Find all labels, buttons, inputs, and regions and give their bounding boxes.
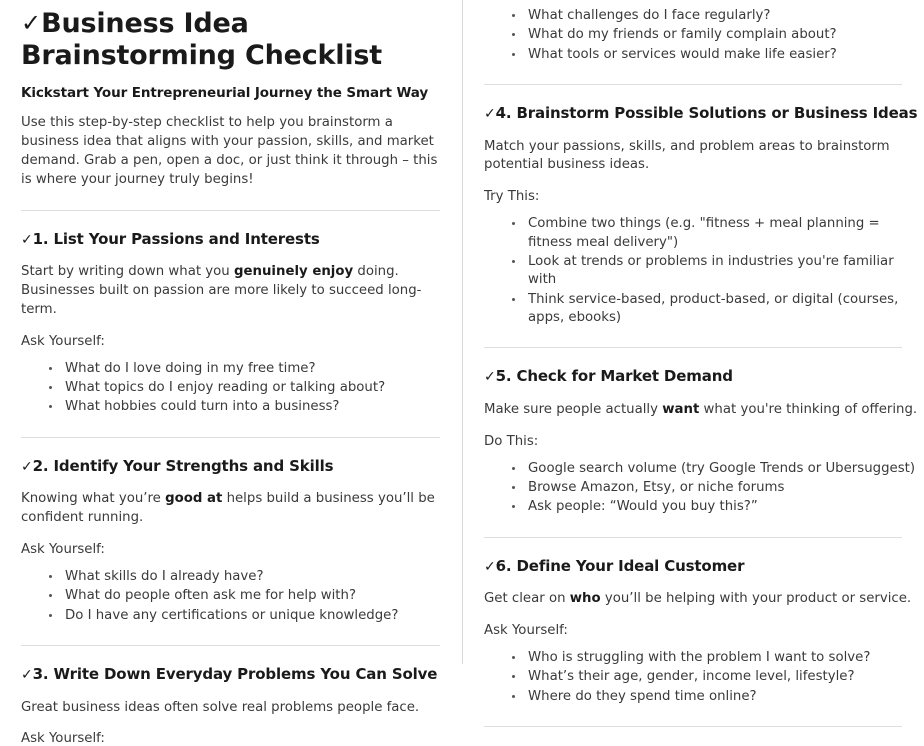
list-item: What do my friends or family complain about?: [512, 26, 924, 44]
list-item: What skills do I already have?: [49, 568, 440, 586]
section-heading-text: 2. Identify Your Strengths and Skills: [32, 456, 334, 475]
bullet-list: [484, 649, 924, 706]
section-separator: [21, 210, 440, 211]
checklist-section: [484, 104, 924, 348]
lead-emphasis: good at: [165, 491, 223, 507]
section-lead-text: [484, 138, 924, 176]
left-section-list: [21, 230, 440, 746]
prompt-label: Ask Yourself:: [21, 731, 105, 746]
list-item: Google search volume (try Google Trends or Ubersuggest): [512, 460, 924, 478]
section-heading: [21, 665, 440, 685]
section-heading: [484, 104, 924, 124]
list-item: Where do they spend time online?: [512, 688, 924, 706]
lead-prefix: Start by writing down what you: [21, 264, 234, 280]
lead-suffix: what you're thinking of offering.: [699, 401, 918, 417]
checklist-section: [21, 230, 440, 438]
section-separator: [484, 726, 902, 727]
check-icon: ✓: [484, 558, 496, 575]
checklist-section: [21, 665, 440, 746]
section-heading-text: 6. Define Your Ideal Customer: [495, 556, 745, 575]
list-item: Ask people: “Would you buy this?”: [512, 498, 924, 516]
lead-prefix: Get clear on: [484, 591, 570, 607]
check-icon: ✓: [484, 369, 496, 386]
list-item: Browse Amazon, Etsy, or niche forums: [512, 479, 924, 497]
section-lead-text: [484, 590, 924, 609]
prompt-label: Do This:: [484, 433, 539, 449]
bullet-list: [21, 360, 440, 417]
list-item: What do I love doing in my free time?: [49, 360, 440, 378]
check-icon: ✓: [21, 231, 33, 248]
checklist-section: [21, 457, 440, 646]
list-item: Think service-based, product-based, or digital (courses, apps, ebooks): [512, 291, 924, 328]
lead-suffix: helps build a business you’ll be confident running.: [21, 491, 435, 526]
section-separator: [484, 537, 902, 538]
check-icon: ✓: [21, 667, 33, 684]
check-icon: ✓: [484, 106, 496, 123]
bullet-list: [21, 568, 440, 625]
checklist-section: [484, 367, 924, 537]
list-item: What tools or services would make life easier?: [512, 46, 924, 64]
bullet-list: [484, 215, 924, 327]
check-icon: ✓: [21, 9, 42, 37]
list-item: What topics do I enjoy reading or talking about?: [49, 379, 440, 397]
section-lead-text: [484, 401, 924, 420]
page-title-text: Business Idea Brainstorming Checklist: [21, 8, 382, 71]
section-separator: [484, 347, 902, 348]
section-lead-text: [21, 490, 440, 528]
right-column: [462, 0, 924, 704]
page-title: [21, 8, 440, 71]
section-heading-text: 5. Check for Market Demand: [495, 367, 733, 386]
lead-prefix: Make sure people actually: [484, 401, 663, 417]
section-lead-text: [21, 699, 440, 718]
lead-emphasis: who: [569, 591, 601, 607]
section-separator: [484, 84, 902, 85]
check-icon: ✓: [21, 458, 33, 475]
section-heading: [484, 367, 924, 387]
prompt-label: Try This:: [484, 189, 540, 205]
list-item: Combine two things (e.g. "fitness + meal planning = fitness meal delivery"): [512, 215, 924, 252]
section-heading-text: 1. List Your Passions and Interests: [32, 229, 320, 248]
lead-suffix: doing. Businesses built on passion are more likely to succeed long-term.: [21, 264, 422, 317]
document-subtitle: Kickstart Your Entrepreneurial Journey the Smart Way: [21, 85, 429, 102]
section-heading: [21, 230, 440, 250]
list-item: What’s their age, gender, income level, lifestyle?: [512, 668, 924, 686]
prompt-label: Ask Yourself:: [21, 333, 105, 349]
list-item: Look at trends or problems in industries you're familiar with: [512, 253, 924, 290]
document-intro: Use this step-by-step checklist to help you brainstorm a business idea that aligns with your passion, skills, and market demand. Grab a pen, open a doc, or just think it through – this is where your journey truly begins!: [21, 115, 438, 187]
section-heading: [484, 557, 924, 577]
lead-prefix: Match your passions, skills, and problem areas to brainstorm potential business ideas.: [484, 138, 890, 173]
prompt-label: Ask Yourself:: [21, 542, 105, 558]
list-item: Who is struggling with the problem I want to solve?: [512, 649, 924, 667]
right-section-list: [484, 104, 924, 727]
prompt-label: Ask Yourself:: [484, 623, 568, 639]
section-separator: [21, 645, 440, 646]
list-item: What hobbies could turn into a business?: [49, 398, 440, 416]
list-item: Do I have any certifications or unique knowledge?: [49, 607, 440, 625]
section-heading: [21, 457, 440, 477]
section-heading-text: 3. Write Down Everyday Problems You Can Solve: [32, 665, 438, 684]
lead-suffix: you’ll be helping with your product or service.: [600, 591, 912, 607]
section-lead-text: [21, 263, 440, 320]
continued-bullet-list: [484, 7, 924, 64]
checklist-section: [484, 557, 924, 727]
lead-prefix: Great business ideas often solve real problems people face.: [21, 699, 420, 715]
lead-emphasis: genuinely enjoy: [233, 264, 354, 280]
list-item: What challenges do I face regularly?: [512, 7, 924, 25]
section-separator: [21, 437, 440, 438]
bullet-list: [484, 460, 924, 517]
lead-emphasis: want: [662, 401, 700, 417]
section-heading-text: 4. Brainstorm Possible Solutions or Business Ideas: [495, 104, 918, 123]
lead-prefix: Knowing what you’re: [21, 491, 166, 507]
list-item: What do people often ask me for help with?: [49, 587, 440, 605]
